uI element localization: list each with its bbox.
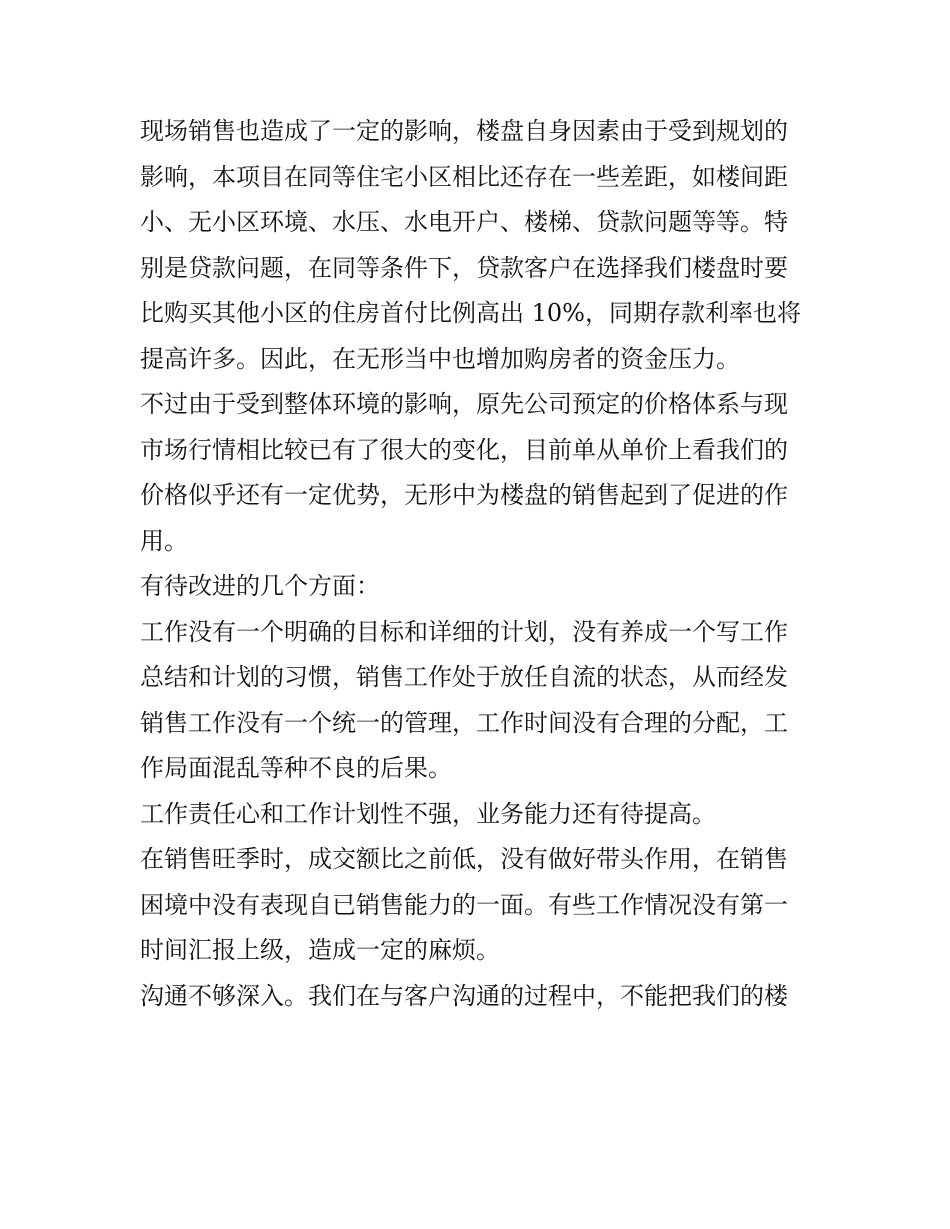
paragraph-improvement-heading: 有待改进的几个方面： <box>140 572 380 600</box>
paragraph-price-advantage: 不过由于受到整体环境的影响，原先公司预定的价格体系与现 市场行情相比较已有了很大的变化，目前单从单价上看我们的 价格似乎还有一定优势，无形中为楼盘的销售起到了促进的作 用。 <box>140 390 788 555</box>
paragraph-work-plan: 工作没有一个明确的目标和详细的计划，没有养成一个写工作 总结和计划的习惯，销售工作处于放任自流的状态，从而经发 销售工作没有一个统一的管理，工作时间没有合理的分配，工 作局面混乱等种不良的后果。 <box>140 617 788 782</box>
document-body <box>140 109 812 1019</box>
paragraph-peak-season: 在销售旺季时，成交额比之前低，没有做好带头作用，在销售 困境中没有表现自已销售能力的一面。有些工作情况没有第一 时间汇报上级，造成一定的麻烦。 <box>140 845 788 964</box>
paragraph-communication: 沟通不够深入。我们在与客户沟通的过程中，不能把我们的楼 <box>140 981 788 1010</box>
paragraph-responsibility: 工作责任心和工作计划性不强，业务能力还有待提高。 <box>140 799 716 828</box>
paragraph-site-sales-impact: 现场销售也造成了一定的影响，楼盘自身因素由于受到规划的 影响，本项目在同等住宅小区相比还存在一些差距，如楼间距 小、无小区环境、水压、水电开户、楼梯、贷款问题等等。特 别是贷款问题，在同等条件下，贷款客户在选择我们楼盘时要 比购买其他小区的住房首付比例高出 10%，同期存款利率也将 提高许多。因此，在无形当中也增加购房者的资金压力。 <box>140 117 801 373</box>
